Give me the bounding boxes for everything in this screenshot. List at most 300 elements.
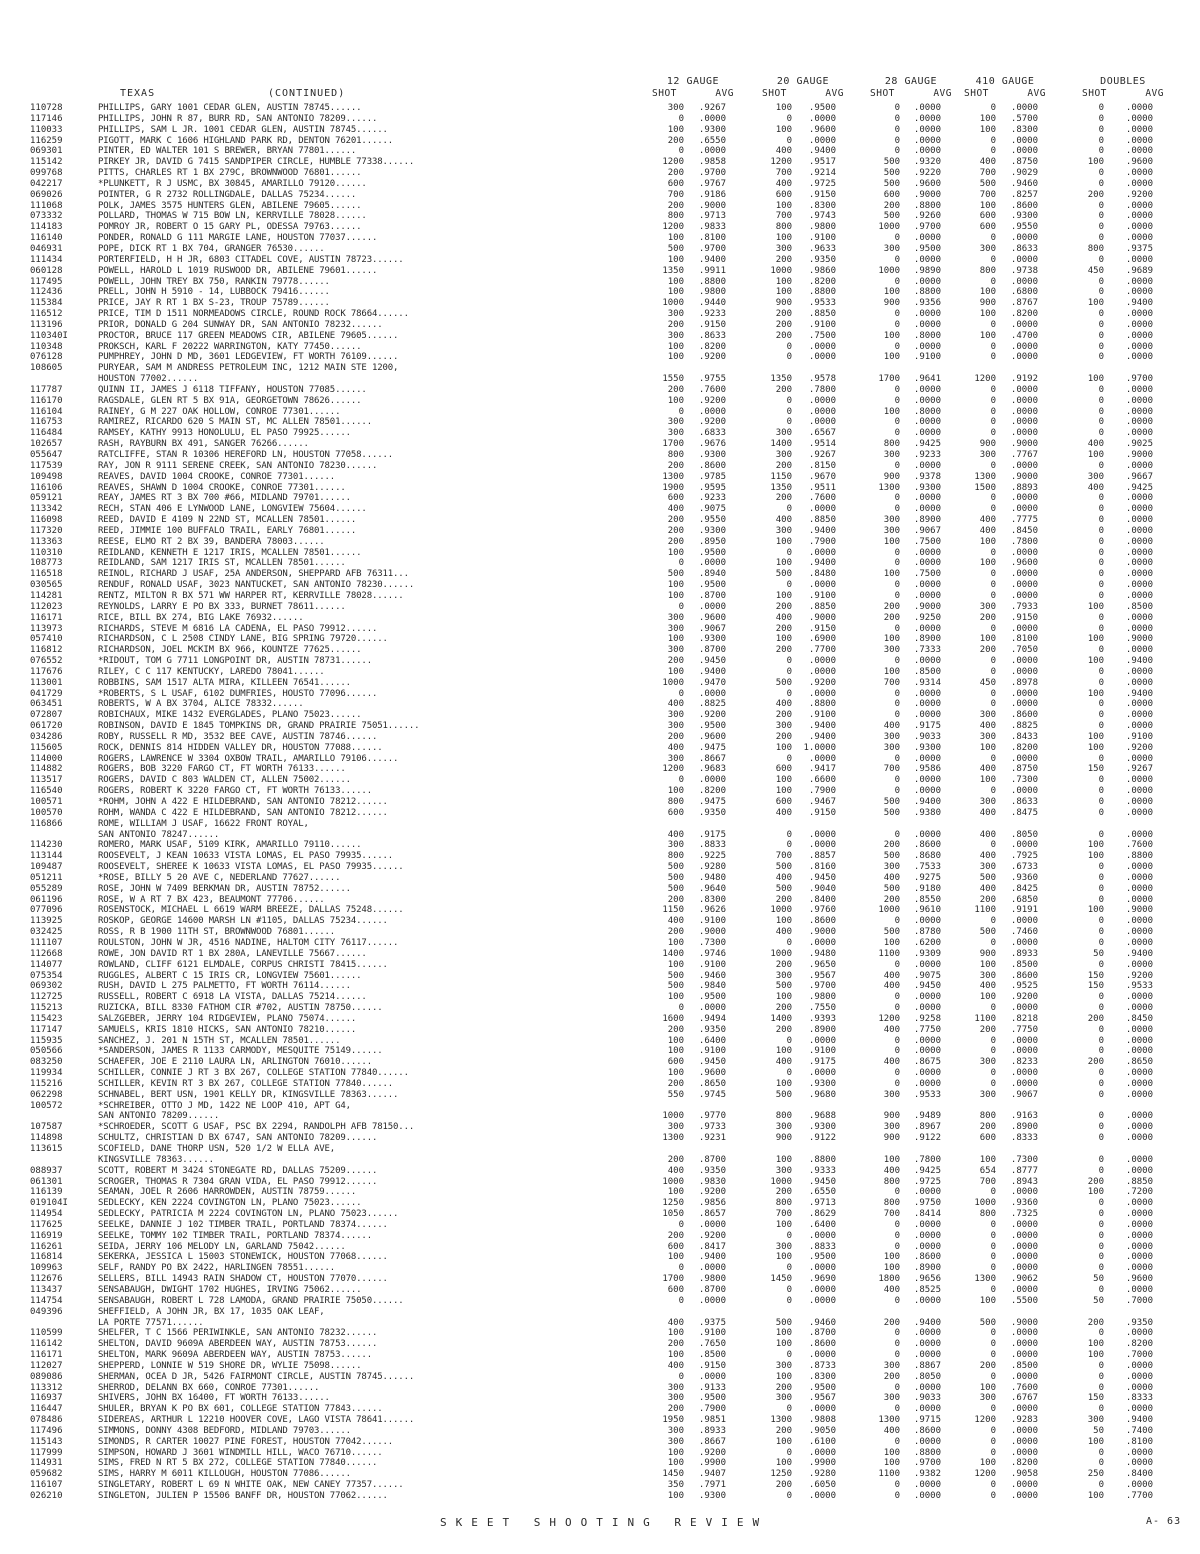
member-name-address: SAN ANTONIO 78247...... xyxy=(98,829,220,840)
shot-12-gauge: 300 xyxy=(667,417,684,428)
avg-12-gauge: .0000 xyxy=(698,146,726,157)
shot-12-gauge: 200 xyxy=(667,1024,684,1035)
avg-doubles: .9400 xyxy=(1125,688,1153,699)
avg-20-gauge: .9417 xyxy=(808,764,836,775)
avg-20-gauge: .0000 xyxy=(808,1404,836,1415)
avg-12-gauge: .9200 xyxy=(698,1230,726,1241)
avg-410-gauge: .8100 xyxy=(1010,634,1038,645)
shot-12-gauge: 400 xyxy=(667,1317,684,1328)
avg-doubles: .0000 xyxy=(1125,775,1153,786)
shot-28-gauge: 0 xyxy=(894,959,900,970)
avg-410-gauge: .8978 xyxy=(1010,677,1038,688)
avg-20-gauge: .0000 xyxy=(808,1068,836,1079)
avg-410-gauge: .8767 xyxy=(1010,298,1038,309)
member-name-address: RICE, BILL BX 274, BIG LAKE 76932...... xyxy=(98,612,304,623)
member-id: 115143 xyxy=(30,1436,63,1447)
table-row xyxy=(0,1448,1200,1459)
shot-20-gauge: 1350 xyxy=(770,374,792,385)
member-id: 116261 xyxy=(30,1241,63,1252)
shot-20-gauge: 400 xyxy=(775,927,792,938)
avg-28-gauge: .0000 xyxy=(913,1046,941,1057)
shot-28-gauge: 100 xyxy=(883,1263,900,1274)
avg-28-gauge: .0000 xyxy=(913,103,941,113)
avg-28-gauge: .8000 xyxy=(913,330,941,341)
shot-410-gauge: 0 xyxy=(990,341,996,352)
shot-doubles: 0 xyxy=(1098,927,1104,938)
shot-doubles: 50 xyxy=(1093,1425,1104,1436)
shot-header: SHOT xyxy=(1082,88,1107,99)
shot-20-gauge: 0 xyxy=(786,352,792,363)
member-id: 116447 xyxy=(30,1404,63,1415)
shot-28-gauge: 500 xyxy=(883,168,900,179)
avg-410-gauge: .8257 xyxy=(1010,189,1038,200)
member-name-address: RICHARDSON, JOEL MCKIM BX 966, KOUNTZE 77625...... xyxy=(98,645,362,656)
table-row xyxy=(0,960,1200,971)
shot-28-gauge: 100 xyxy=(883,330,900,341)
shot-410-gauge: 0 xyxy=(990,1230,996,1241)
shot-12-gauge: 1200 xyxy=(662,764,684,775)
member-id: 116140 xyxy=(30,233,63,244)
member-name-address: ROMERO, MARK USAF, 5109 KIRK, AMARILLO 79110...... xyxy=(98,840,362,851)
member-id: 108773 xyxy=(30,558,63,569)
shot-12-gauge: 500 xyxy=(667,883,684,894)
avg-doubles: .0000 xyxy=(1125,645,1153,656)
table-row xyxy=(0,363,1200,374)
avg-12-gauge: .9840 xyxy=(698,981,726,992)
avg-12-gauge: .9200 xyxy=(698,352,726,363)
shot-doubles: 0 xyxy=(1098,1198,1104,1209)
member-id: 100571 xyxy=(30,797,63,807)
table-row xyxy=(0,1415,1200,1426)
avg-28-gauge: .9425 xyxy=(913,1165,941,1176)
avg-28-gauge: .0000 xyxy=(913,417,941,428)
shot-410-gauge: 100 xyxy=(979,330,996,341)
avg-20-gauge: .9578 xyxy=(808,374,836,385)
table-row xyxy=(0,1014,1200,1025)
shot-28-gauge: 0 xyxy=(894,699,900,710)
avg-28-gauge: .8500 xyxy=(913,666,941,677)
avg-28-gauge: .8414 xyxy=(913,1209,941,1220)
shot-20-gauge: 0 xyxy=(786,113,792,124)
shot-20-gauge: 700 xyxy=(775,1209,792,1220)
avg-28-gauge: .9233 xyxy=(913,450,941,460)
avg-28-gauge: .8867 xyxy=(913,1360,941,1371)
shot-20-gauge: 0 xyxy=(786,1404,792,1415)
avg-410-gauge: .0000 xyxy=(1010,1425,1038,1436)
avg-doubles: .9533 xyxy=(1125,981,1153,992)
avg-20-gauge: .7900 xyxy=(808,786,836,797)
group-28-gauge xyxy=(866,76,956,99)
table-row xyxy=(0,1209,1200,1220)
avg-12-gauge: .9375 xyxy=(698,1317,726,1328)
table-row xyxy=(0,407,1200,418)
avg-410-gauge: .0000 xyxy=(1010,319,1038,330)
avg-410-gauge: .0000 xyxy=(1010,547,1038,558)
shot-12-gauge: 600 xyxy=(667,1057,684,1068)
shot-doubles: 0 xyxy=(1098,178,1104,189)
shot-410-gauge: 0 xyxy=(990,395,996,406)
shot-28-gauge: 0 xyxy=(894,688,900,699)
avg-20-gauge: .8800 xyxy=(808,287,836,298)
shot-410-gauge: 200 xyxy=(979,1122,996,1133)
member-id: 069302 xyxy=(30,981,63,992)
shot-20-gauge: 200 xyxy=(775,1382,792,1393)
shot-28-gauge: 800 xyxy=(883,1198,900,1209)
avg-12-gauge: .7900 xyxy=(698,1404,726,1415)
shot-doubles: 0 xyxy=(1098,211,1104,222)
avg-410-gauge: .8600 xyxy=(1010,710,1038,721)
shot-doubles: 0 xyxy=(1098,103,1104,113)
table-row xyxy=(0,558,1200,569)
shot-doubles: 0 xyxy=(1098,937,1104,948)
shot-12-gauge: 1600 xyxy=(662,1013,684,1024)
member-name-address: RUGGLES, ALBERT C 15 IRIS CR, LONGVIEW 75601...... xyxy=(98,970,362,981)
avg-doubles: .0000 xyxy=(1125,959,1153,970)
member-id: 112676 xyxy=(30,1274,63,1285)
shot-28-gauge: 0 xyxy=(894,1230,900,1241)
avg-doubles: .0000 xyxy=(1125,233,1153,244)
shot-doubles: 0 xyxy=(1098,883,1104,894)
member-id: 115384 xyxy=(30,298,63,309)
shot-28-gauge: 0 xyxy=(894,276,900,287)
avg-12-gauge: .9755 xyxy=(698,374,726,385)
member-name-address: ROGERS, LAWRENCE W 3304 OXBOW TRAIL, AMARILLO 79106...... xyxy=(98,753,399,764)
shot-12-gauge: 100 xyxy=(667,634,684,645)
shot-12-gauge: 100 xyxy=(667,547,684,558)
member-name-address: RAGSDALE, GLEN RT 5 BX 91A, GEORGETOWN 78626...... xyxy=(98,395,362,406)
avg-doubles: .0000 xyxy=(1125,894,1153,905)
shot-doubles: 0 xyxy=(1098,1068,1104,1079)
avg-header: AVG xyxy=(1027,88,1046,99)
member-id: 055289 xyxy=(30,883,63,894)
avg-20-gauge: .7550 xyxy=(808,1003,836,1014)
avg-12-gauge: .8667 xyxy=(698,1436,726,1447)
shot-12-gauge: 100 xyxy=(667,1252,684,1263)
shot-12-gauge: 200 xyxy=(667,1404,684,1415)
avg-20-gauge: .8480 xyxy=(808,569,836,580)
shot-28-gauge: 800 xyxy=(883,439,900,450)
shot-410-gauge: 100 xyxy=(979,558,996,569)
avg-28-gauge: .0000 xyxy=(913,460,941,471)
avg-410-gauge: .0000 xyxy=(1010,276,1038,287)
avg-12-gauge: .9640 xyxy=(698,883,726,894)
shot-12-gauge: 700 xyxy=(667,189,684,200)
table-row xyxy=(0,1393,1200,1404)
avg-20-gauge: .9500 xyxy=(808,103,836,113)
avg-20-gauge: .7700 xyxy=(808,645,836,656)
member-id: 060128 xyxy=(30,265,63,276)
shot-12-gauge: 300 xyxy=(667,428,684,439)
avg-28-gauge: .0000 xyxy=(913,699,941,710)
shot-410-gauge: 100 xyxy=(979,634,996,645)
avg-20-gauge: .8733 xyxy=(808,1360,836,1371)
table-row xyxy=(0,472,1200,483)
member-name-address: SHIVERS, JOHN BX 16400, FT WORTH 76133...... xyxy=(98,1393,330,1404)
table-row xyxy=(0,537,1200,548)
avg-28-gauge: .6200 xyxy=(913,937,941,948)
shot-410-gauge: 1300 xyxy=(974,1274,996,1285)
shot-28-gauge: 1200 xyxy=(878,1013,900,1024)
shot-20-gauge: 500 xyxy=(775,1317,792,1328)
table-row xyxy=(0,624,1200,635)
avg-410-gauge: .0000 xyxy=(1010,1404,1038,1415)
shot-28-gauge: 1000 xyxy=(878,222,900,233)
shot-20-gauge: 800 xyxy=(775,222,792,233)
member-name-address: RILEY, C C 117 KENTUCKY, LAREDO 78041...... xyxy=(98,666,325,677)
member-id: 116104 xyxy=(30,406,63,417)
shot-410-gauge: 300 xyxy=(979,1057,996,1068)
table-row xyxy=(0,1307,1200,1318)
member-id: 113437 xyxy=(30,1284,63,1295)
member-name-address: *SANDERSON, JAMES R 1133 CARMODY, MESQUITE 75149...... xyxy=(98,1046,383,1057)
avg-28-gauge: .8600 xyxy=(913,1252,941,1263)
avg-28-gauge: .8900 xyxy=(913,515,941,526)
member-name-address: SEELKE, DANNIE J 102 TIMBER TRAIL, PORTLAND 78374...... xyxy=(98,1219,388,1230)
shot-doubles: 150 xyxy=(1087,764,1104,775)
avg-410-gauge: .0000 xyxy=(1010,384,1038,395)
avg-doubles: .0000 xyxy=(1125,699,1153,710)
avg-28-gauge: .0000 xyxy=(913,1491,941,1501)
member-name-address: RECH, STAN 406 E LYNWOOD LANE, LONGVIEW 75604...... xyxy=(98,504,367,515)
member-name-address: SAN ANTONIO 78209...... xyxy=(98,1111,220,1122)
avg-12-gauge: .9746 xyxy=(698,948,726,959)
table-row xyxy=(0,244,1200,255)
shot-410-gauge: 0 xyxy=(990,460,996,471)
avg-410-gauge: .0000 xyxy=(1010,1003,1038,1014)
member-id: 069026 xyxy=(30,189,63,200)
shot-28-gauge: 0 xyxy=(894,1404,900,1415)
avg-20-gauge: .9650 xyxy=(808,959,836,970)
avg-doubles: .7200 xyxy=(1125,1187,1153,1198)
shot-20-gauge: 1300 xyxy=(770,1415,792,1426)
table-row xyxy=(0,1068,1200,1079)
member-name-address: SELLERS, BILL 14943 RAIN SHADOW CT, HOUSTON 77070...... xyxy=(98,1274,388,1285)
avg-doubles: .0000 xyxy=(1125,287,1153,298)
member-name-address: RAINEY, G M 227 OAK HOLLOW, CONROE 77301...... xyxy=(98,406,341,417)
avg-28-gauge: .0000 xyxy=(913,493,941,504)
shot-doubles: 0 xyxy=(1098,525,1104,536)
avg-12-gauge: .9900 xyxy=(698,1458,726,1469)
shot-doubles: 0 xyxy=(1098,1024,1104,1035)
shot-doubles: 0 xyxy=(1098,504,1104,515)
shot-20-gauge: 100 xyxy=(775,103,792,113)
table-row xyxy=(0,125,1200,136)
shot-28-gauge: 1100 xyxy=(878,948,900,959)
avg-12-gauge: .0000 xyxy=(698,1003,726,1014)
avg-12-gauge: .8600 xyxy=(698,460,726,471)
column-header xyxy=(0,76,1200,102)
shot-doubles: 0 xyxy=(1098,959,1104,970)
avg-12-gauge: .8100 xyxy=(698,233,726,244)
table-row xyxy=(0,114,1200,125)
table-row xyxy=(0,613,1200,624)
shot-410-gauge: 100 xyxy=(979,1382,996,1393)
member-name-address: SCHILLER, KEVIN RT 3 BX 267, COLLEGE STATION 77840...... xyxy=(98,1078,394,1089)
shot-410-gauge: 1300 xyxy=(974,471,996,482)
avg-20-gauge: .9467 xyxy=(808,797,836,807)
avg-doubles: .8333 xyxy=(1125,1393,1153,1404)
avg-doubles: .0000 xyxy=(1125,352,1153,363)
table-row xyxy=(0,1198,1200,1209)
avg-28-gauge: .8800 xyxy=(913,1447,941,1458)
avg-20-gauge: .0000 xyxy=(808,1295,836,1306)
table-row xyxy=(0,808,1200,819)
shot-410-gauge: 0 xyxy=(990,352,996,363)
shot-12-gauge: 300 xyxy=(667,612,684,623)
avg-410-gauge: .5500 xyxy=(1010,1295,1038,1306)
avg-20-gauge: .9100 xyxy=(808,319,836,330)
avg-28-gauge: .8600 xyxy=(913,1425,941,1436)
avg-20-gauge: .9100 xyxy=(808,710,836,721)
avg-20-gauge: .9200 xyxy=(808,677,836,688)
avg-410-gauge: .0000 xyxy=(1010,1263,1038,1274)
shot-doubles: 100 xyxy=(1087,1187,1104,1198)
avg-doubles: .0000 xyxy=(1125,135,1153,146)
shot-410-gauge: 400 xyxy=(979,157,996,168)
avg-20-gauge: .9500 xyxy=(808,1252,836,1263)
avg-20-gauge: .7500 xyxy=(808,330,836,341)
avg-doubles: .9200 xyxy=(1125,189,1153,200)
shot-doubles: 100 xyxy=(1087,840,1104,851)
member-id: 088937 xyxy=(30,1165,63,1176)
shot-20-gauge: 300 xyxy=(775,525,792,536)
shot-doubles: 0 xyxy=(1098,1480,1104,1491)
shot-410-gauge: 500 xyxy=(979,872,996,883)
shot-20-gauge: 1000 xyxy=(770,265,792,276)
shot-12-gauge: 200 xyxy=(667,525,684,536)
shot-28-gauge: 0 xyxy=(894,319,900,330)
shot-28-gauge: 500 xyxy=(883,883,900,894)
shot-doubles: 0 xyxy=(1098,352,1104,363)
member-id: 112436 xyxy=(30,287,63,298)
table-row xyxy=(0,146,1200,157)
avg-12-gauge: .9550 xyxy=(698,515,726,526)
shot-12-gauge: 0 xyxy=(678,1219,684,1230)
shot-410-gauge: 0 xyxy=(990,493,996,504)
avg-20-gauge: .0000 xyxy=(808,1447,836,1458)
avg-410-gauge: .9738 xyxy=(1010,265,1038,276)
shot-20-gauge: 200 xyxy=(775,731,792,742)
avg-28-gauge: .9275 xyxy=(913,872,941,883)
avg-doubles: .9000 xyxy=(1125,634,1153,645)
avg-20-gauge: .0000 xyxy=(808,406,836,417)
shot-doubles: 0 xyxy=(1098,384,1104,395)
group-name: 28 GAUGE xyxy=(884,76,938,87)
shot-20-gauge: 100 xyxy=(775,1371,792,1382)
shot-410-gauge: 400 xyxy=(979,981,996,992)
avg-28-gauge: .9500 xyxy=(913,243,941,254)
avg-12-gauge: .9300 xyxy=(698,1491,726,1501)
shot-410-gauge: 0 xyxy=(990,590,996,601)
member-id: 107587 xyxy=(30,1122,63,1133)
avg-doubles: .9000 xyxy=(1125,905,1153,916)
shot-header: SHOT xyxy=(652,88,677,99)
table-row xyxy=(0,385,1200,396)
avg-12-gauge: .8417 xyxy=(698,1241,726,1252)
avg-28-gauge: .9450 xyxy=(913,981,941,992)
shot-doubles: 0 xyxy=(1098,536,1104,547)
shot-doubles: 0 xyxy=(1098,1284,1104,1295)
shot-20-gauge: 700 xyxy=(775,211,792,222)
avg-20-gauge: .9670 xyxy=(808,471,836,482)
member-name-address: *ROBERTS, S L USAF, 6102 DUMFRIES, HOUSTO 77096...... xyxy=(98,688,378,699)
member-name-address: REINOL, RICHARD J USAF, 25A ANDERSON, SHEPPARD AFB 76311... xyxy=(98,569,409,580)
shot-doubles: 0 xyxy=(1098,916,1104,927)
avg-12-gauge: .9683 xyxy=(698,764,726,775)
table-row xyxy=(0,1090,1200,1101)
table-row xyxy=(0,971,1200,982)
avg-28-gauge: .8900 xyxy=(913,1263,941,1274)
avg-12-gauge: .9500 xyxy=(698,992,726,1003)
shot-28-gauge: 500 xyxy=(883,157,900,168)
shot-20-gauge: 0 xyxy=(786,135,792,146)
shot-28-gauge: 0 xyxy=(894,341,900,352)
avg-28-gauge: .0000 xyxy=(913,1480,941,1491)
member-name-address: RUSSELL, ROBERT C 6918 LA VISTA, DALLAS 75214...... xyxy=(98,992,367,1003)
shot-doubles: 50 xyxy=(1093,1274,1104,1285)
avg-20-gauge: .6600 xyxy=(808,775,836,786)
shot-28-gauge: 300 xyxy=(883,731,900,742)
avg-410-gauge: .8750 xyxy=(1010,157,1038,168)
avg-20-gauge: .9680 xyxy=(808,1089,836,1100)
table-row xyxy=(0,1220,1200,1231)
avg-410-gauge: .0000 xyxy=(1010,840,1038,851)
avg-410-gauge: .0000 xyxy=(1010,688,1038,699)
shot-12-gauge: 400 xyxy=(667,742,684,753)
shot-doubles: 100 xyxy=(1087,374,1104,385)
avg-20-gauge: .0000 xyxy=(808,417,836,428)
shot-410-gauge: 0 xyxy=(990,1241,996,1252)
avg-doubles: .0000 xyxy=(1125,1263,1153,1274)
avg-28-gauge: .0000 xyxy=(913,124,941,135)
shot-410-gauge: 100 xyxy=(979,200,996,211)
shot-20-gauge: 0 xyxy=(786,688,792,699)
shot-28-gauge: 0 xyxy=(894,547,900,558)
avg-20-gauge: .9808 xyxy=(808,1415,836,1426)
shot-28-gauge: 100 xyxy=(883,634,900,645)
table-row xyxy=(0,1242,1200,1253)
member-name-address: SCOFIELD, DANE THORP USN, 520 1/2 W ELLA AVE, xyxy=(98,1144,336,1154)
avg-20-gauge: .0000 xyxy=(808,1350,836,1361)
shot-doubles: 50 xyxy=(1093,1295,1104,1306)
avg-doubles: .0000 xyxy=(1125,872,1153,883)
member-name-address: REED, JIMMIE 100 BUFFALO TRAIL, EARLY 76801...... xyxy=(98,525,357,536)
shot-410-gauge: 300 xyxy=(979,243,996,254)
avg-header: AVG xyxy=(825,88,844,99)
avg-28-gauge: .0000 xyxy=(913,254,941,265)
shot-12-gauge: 100 xyxy=(667,254,684,265)
avg-28-gauge: .0000 xyxy=(913,428,941,439)
shot-doubles: 0 xyxy=(1098,168,1104,179)
shot-12-gauge: 400 xyxy=(667,699,684,710)
avg-410-gauge: .0000 xyxy=(1010,590,1038,601)
table-row xyxy=(0,1339,1200,1350)
member-id: 116512 xyxy=(30,309,63,320)
table-row xyxy=(0,1285,1200,1296)
table-row xyxy=(0,743,1200,754)
shot-12-gauge: 100 xyxy=(667,1187,684,1198)
avg-20-gauge: .8850 xyxy=(808,601,836,612)
avg-20-gauge: .9690 xyxy=(808,1274,836,1285)
avg-410-gauge: .0000 xyxy=(1010,1230,1038,1241)
table-row xyxy=(0,710,1200,721)
shot-doubles: 0 xyxy=(1098,406,1104,417)
member-id: 076552 xyxy=(30,656,63,667)
shot-20-gauge: 100 xyxy=(775,590,792,601)
table-row xyxy=(0,374,1200,385)
member-id: 116259 xyxy=(30,135,63,146)
shot-doubles: 0 xyxy=(1098,753,1104,764)
